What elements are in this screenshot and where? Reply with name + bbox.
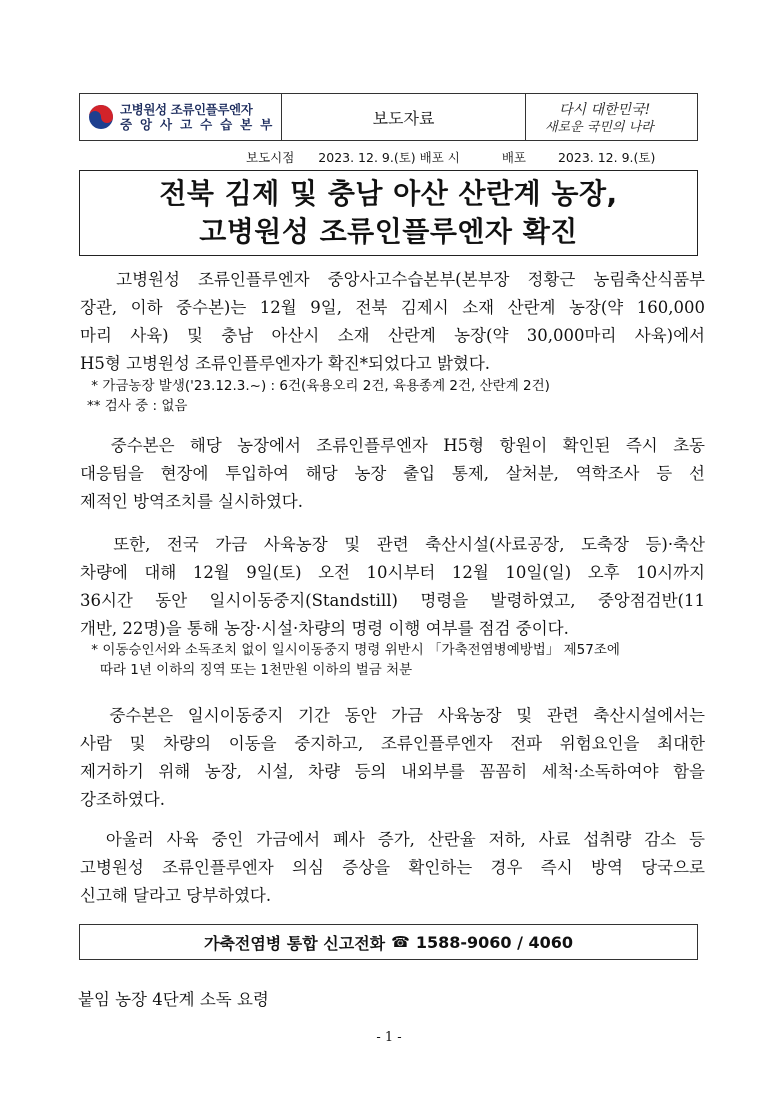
paragraph-line: 마리 사육) 및 충남 아산시 소재 산란계 농장(약 30,000마리 사육)에서 bbox=[80, 326, 705, 345]
paragraph-line: 36시간 동안 일시이동중지(Standstill) 명령을 발령하였고, 중앙점검반(11 bbox=[80, 591, 705, 610]
footnote-line: * 이동승인서와 소독조치 없이 일시이동중지 명령 위반시 「가축전염병예방법」 제57조에 bbox=[87, 642, 620, 658]
org-name-line2: 중 앙 사 고 수 습 본 부 bbox=[120, 117, 275, 132]
paragraph-line: 중수본은 해당 농장에서 조류인플루엔자 H5형 항원이 확인된 즉시 초동 bbox=[80, 436, 705, 455]
paragraph-line: 고병원성 조류인플루엔자 중앙사고수습본부(본부장 정황근 농림축산식품부 bbox=[80, 270, 705, 289]
org-logo bbox=[80, 94, 282, 140]
page-number: - 1 - bbox=[376, 1030, 402, 1045]
paragraph-line: 제적인 방역조치를 실시하였다. bbox=[80, 492, 303, 511]
paragraph-line: 신고해 달라고 당부하였다. bbox=[80, 886, 272, 905]
footnote-2 bbox=[87, 640, 707, 680]
paragraph-line: 차량에 대해 12월 9일(토) 오전 10시부터 12월 10일(일) 오후 10시까지 bbox=[80, 563, 705, 582]
paragraph-5 bbox=[80, 826, 705, 910]
release-time-label: 보도시점 bbox=[246, 150, 295, 165]
taegeuk-emblem-icon bbox=[88, 104, 114, 130]
phone-icon: ☎ bbox=[391, 933, 410, 951]
paragraph-line: 중수본은 일시이동중지 기간 동안 가금 사육농장 및 관련 축산시설에서는 bbox=[80, 706, 705, 725]
paragraph-line: 또한, 전국 가금 사육농장 및 관련 축산시설(사료공장, 도축장 등)·축산 bbox=[80, 535, 705, 554]
slogan-logo bbox=[526, 94, 697, 140]
slogan-line2: 새로운 국민의 나라 bbox=[544, 120, 654, 135]
headline-line1: 전북 김제 및 충남 아산 산란계 농장, bbox=[159, 177, 618, 210]
release-info bbox=[230, 148, 700, 166]
slogan-handwriting bbox=[537, 97, 687, 137]
footnote-line: 따라 1년 이하의 징역 또는 1천만원 이하의 벌금 처분 bbox=[87, 662, 413, 678]
header-box bbox=[79, 93, 698, 141]
paragraph-2 bbox=[80, 432, 705, 516]
paragraph-line: 개반, 22명)을 통해 농장·시설·차량의 명령 이행 여부를 점검 중이다. bbox=[80, 619, 569, 638]
headline-line2: 고병원성 조류인플루엔자 확진 bbox=[199, 215, 578, 248]
footnote-line: ** 검사 중 : 없음 bbox=[87, 398, 188, 414]
release-time-value: 2023. 12. 9.(토) 배포 시 bbox=[318, 150, 460, 165]
paragraph-1 bbox=[80, 266, 705, 378]
headline-box bbox=[79, 170, 698, 256]
paragraph-line: 대응팀을 현장에 투입하여 해당 농장 출입 통제, 살처분, 역학조사 등 선 bbox=[80, 464, 705, 483]
paragraph-line: 강조하였다. bbox=[80, 790, 165, 809]
hotline-box bbox=[79, 924, 698, 960]
distribution-value: 2023. 12. 9.(토) bbox=[557, 150, 656, 165]
footnote-1 bbox=[87, 376, 707, 416]
paragraph-line: 장관, 이하 중수본)는 12월 9일, 전북 김제시 소재 산란계 농장(약 160,000 bbox=[80, 298, 705, 317]
distribution-label: 배포 bbox=[501, 150, 526, 165]
hotline-label: 가축전염병 통합 신고전화 bbox=[203, 933, 386, 953]
paragraph-line: 고병원성 조류인플루엔자 의심 증상을 확인하는 경우 즉시 방역 당국으로 bbox=[80, 858, 705, 877]
doc-type: 보도자료 bbox=[282, 94, 526, 140]
paragraph-4 bbox=[80, 702, 705, 814]
org-name-line1: 고병원성 조류인플루엔자 bbox=[120, 102, 253, 117]
slogan-line1: 다시 대한민국! bbox=[558, 102, 650, 118]
paragraph-line: H5형 고병원성 조류인플루엔자가 확진*되었다고 밝혔다. bbox=[80, 354, 491, 373]
footnote-line: * 가금농장 발생('23.12.3.~) : 6건(육용오리 2건, 육용종계 2건, 산란계 2건) bbox=[87, 378, 550, 394]
paragraph-line: 사람 및 차량의 이동을 중지하고, 조류인플루엔자 전파 위험요인을 최대한 bbox=[80, 734, 705, 753]
paragraph-line: 아울러 사육 중인 가금에서 폐사 증가, 산란율 저하, 사료 섭취량 감소 등 bbox=[80, 830, 705, 849]
attachment-note: 붙임 농장 4단계 소독 요령 bbox=[78, 990, 269, 1009]
hotline-number: 1588-9060 / 4060 bbox=[415, 932, 574, 952]
paragraph-line: 제거하기 위해 농장, 시설, 차량 등의 내외부를 꼼꼼히 세척·소독하여야 함을 bbox=[80, 762, 705, 781]
paragraph-3 bbox=[80, 531, 705, 643]
